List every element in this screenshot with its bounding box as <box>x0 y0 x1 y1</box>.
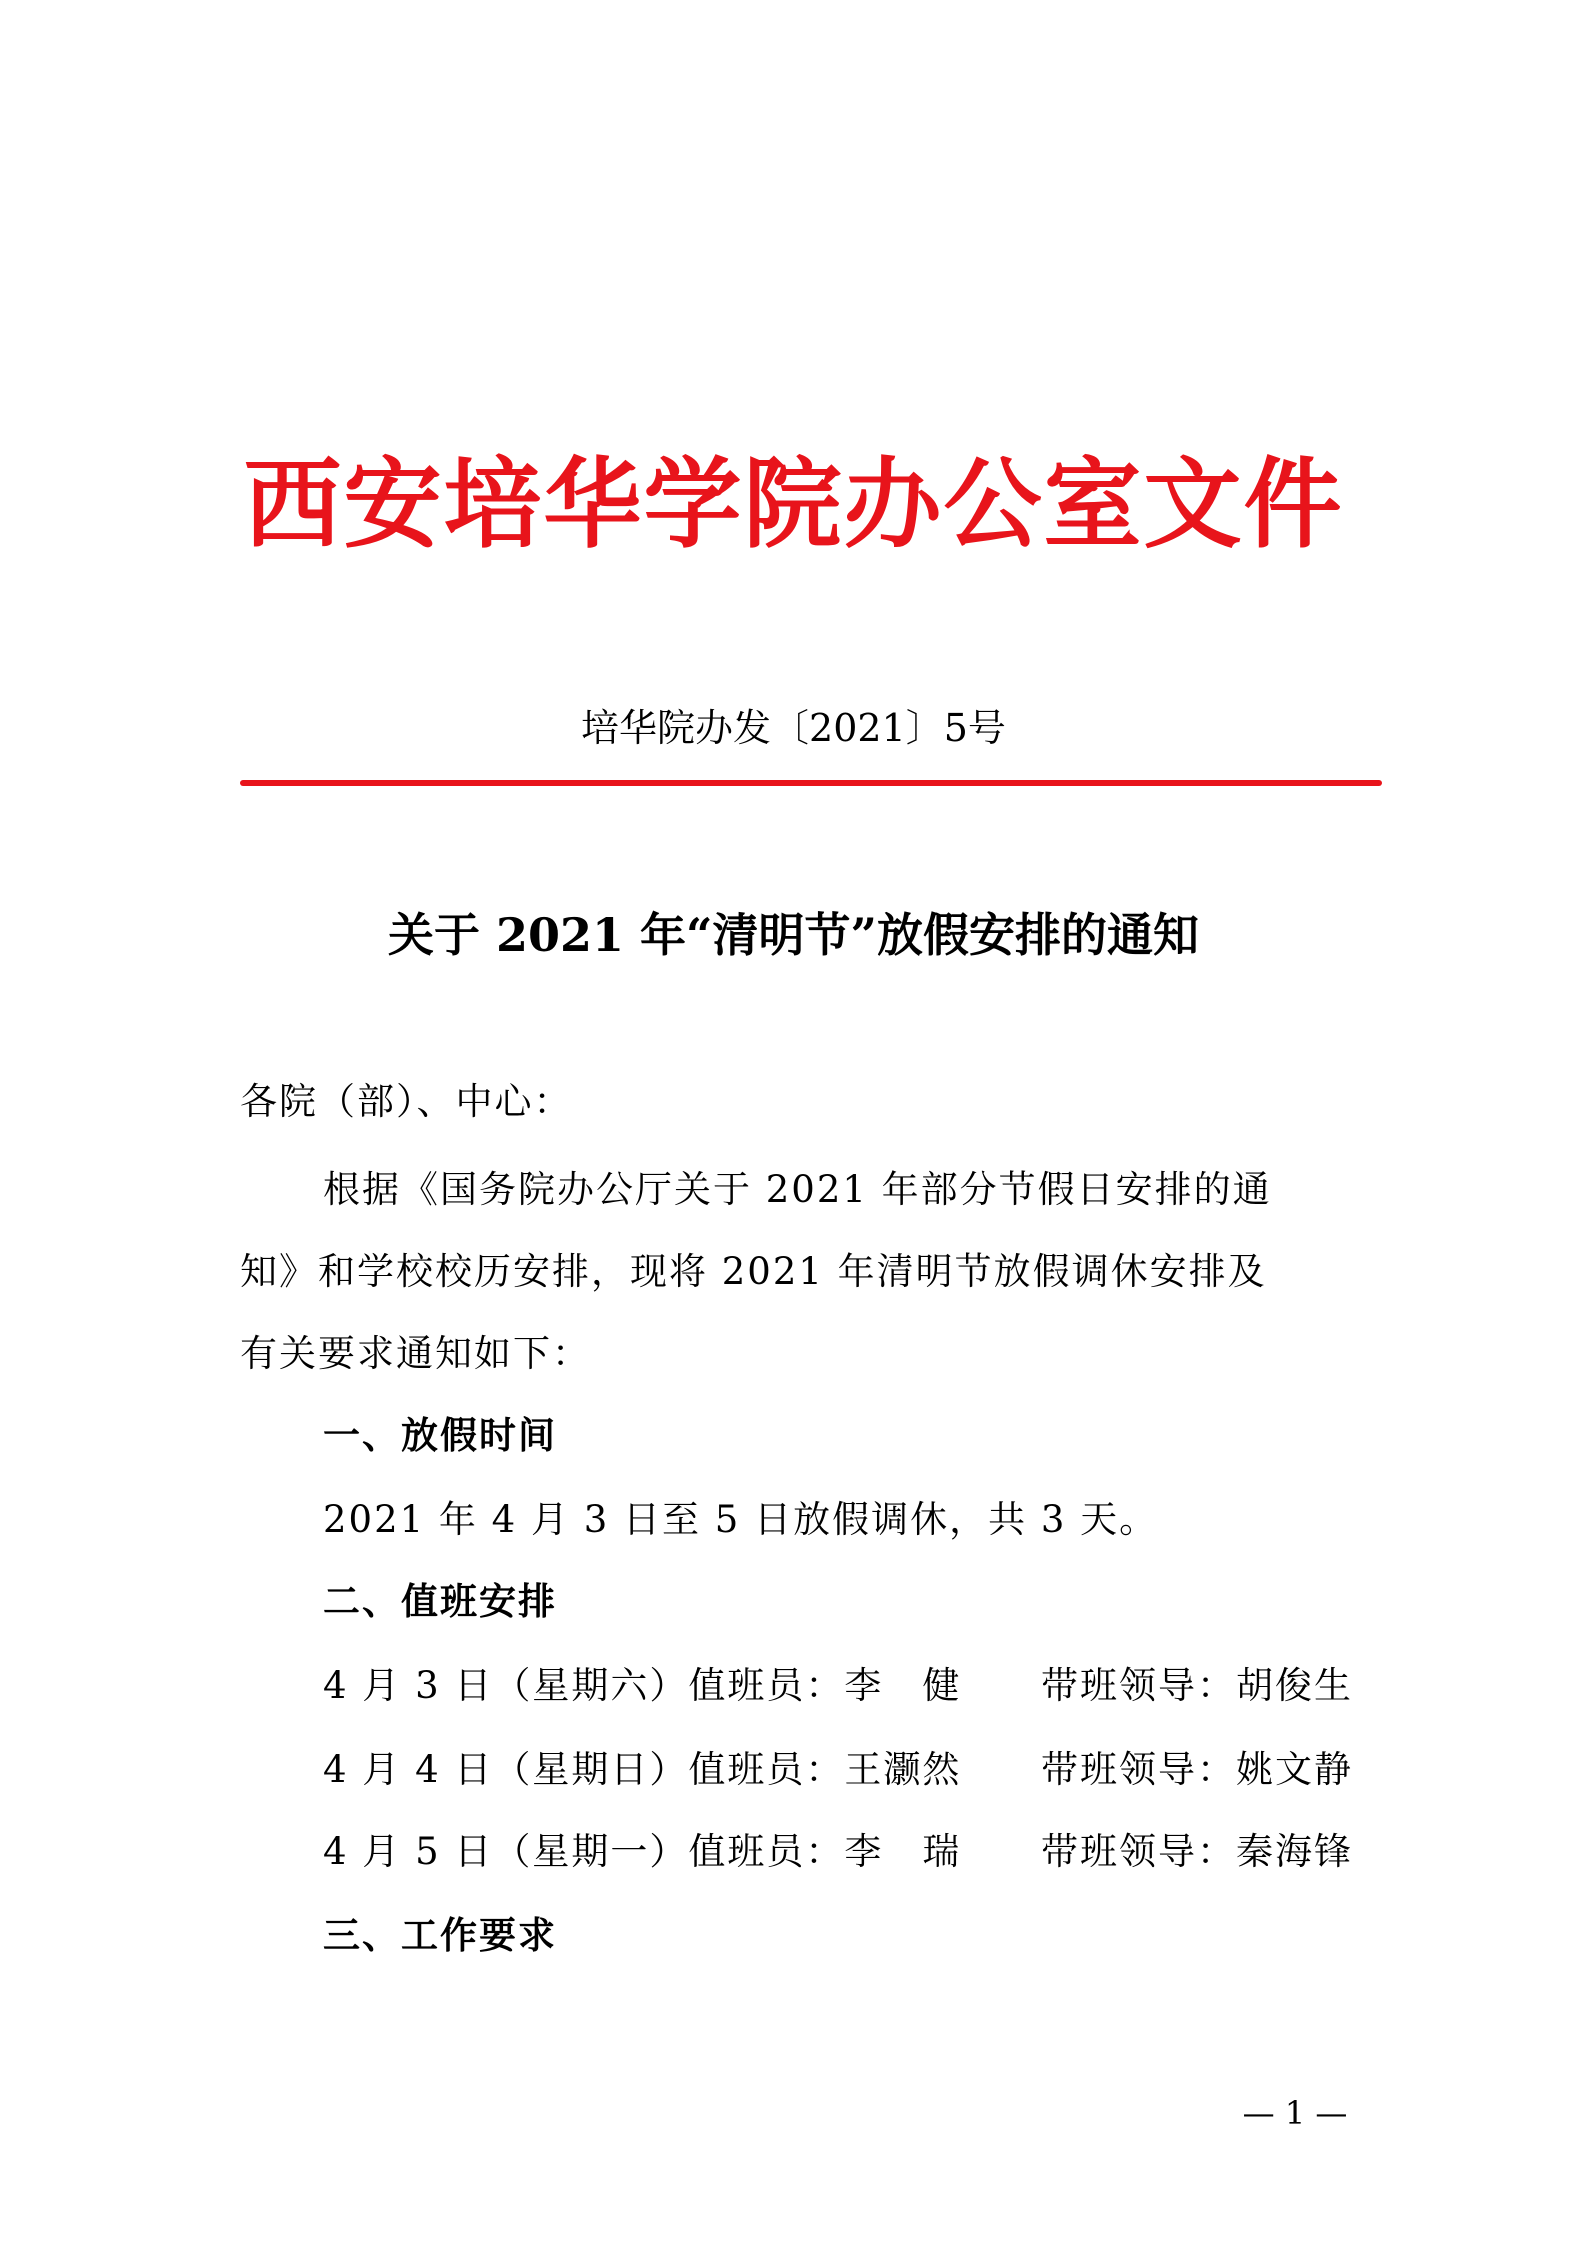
duty-row <box>323 1822 1353 1882</box>
duty-date-staff: 4 月 3 日（星期六）值班员：李 健 <box>323 1664 962 1707</box>
duty-date-staff: 4 月 5 日（星期一）值班员：李 瑞 <box>323 1830 962 1873</box>
intro-line-1: 根据《国务院办公厅关于 2021 年部分节假日安排的通 <box>323 1168 1272 1211</box>
duty-row <box>323 1656 1353 1716</box>
intro-line-3: 有关要求通知如下： <box>240 1332 591 1375</box>
section-heading-requirements: 三、工作要求 <box>323 1914 557 1957</box>
section-heading-holiday-time: 一、放假时间 <box>323 1414 557 1457</box>
duty-leader: 带班领导：秦海锋 <box>1041 1830 1353 1873</box>
intro-line-2: 知》和学校校历安排，现将 2021 年清明节放假调休安排及 <box>240 1250 1267 1293</box>
section-heading-duty: 二、值班安排 <box>323 1580 557 1623</box>
holiday-time-text: 2021 年 4 月 3 日至 5 日放假调休，共 3 天。 <box>323 1498 1159 1541</box>
header-red-divider <box>240 780 1382 786</box>
salutation: 各院（部）、中心： <box>240 1080 573 1123</box>
duty-leader: 带班领导：姚文静 <box>1041 1748 1353 1791</box>
document-header-title: 西安培华学院办公室文件 <box>243 447 1344 562</box>
duty-row <box>323 1740 1353 1800</box>
document-number: 培华院办发〔2021〕5号 <box>581 706 1006 750</box>
notice-title: 关于 2021 年“清明节”放假安排的通知 <box>388 908 1199 962</box>
duty-date-staff: 4 月 4 日（星期日）值班员：王灏然 <box>323 1748 962 1791</box>
page-number: — 1 — <box>1242 2094 1348 2132</box>
duty-leader: 带班领导：胡俊生 <box>1041 1664 1353 1707</box>
